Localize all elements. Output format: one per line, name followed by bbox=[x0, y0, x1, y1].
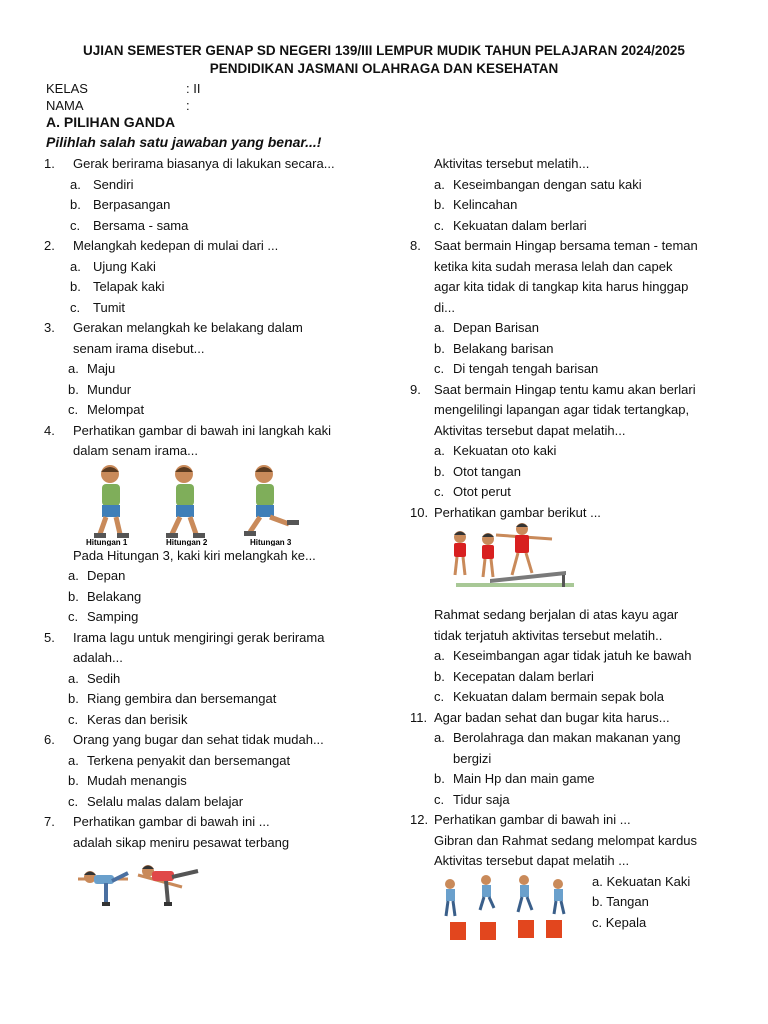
option-text: Depan bbox=[87, 568, 126, 583]
question-text-continued: Aktivitas tersebut melatih... bbox=[434, 156, 590, 171]
option-letter: a. bbox=[68, 752, 79, 768]
option-letter: c. bbox=[434, 361, 445, 376]
option-letter: a. bbox=[68, 670, 79, 686]
option[interactable] bbox=[410, 318, 745, 339]
option[interactable] bbox=[410, 790, 745, 811]
option[interactable] bbox=[44, 175, 379, 196]
option-text: Kekuatan oto kaki bbox=[453, 443, 557, 458]
option[interactable] bbox=[410, 195, 745, 216]
option[interactable] bbox=[44, 566, 379, 587]
option-text: Telapak kaki bbox=[93, 279, 165, 294]
option-text: Mundur bbox=[87, 381, 132, 397]
question-number: 9. bbox=[410, 381, 421, 397]
option-text: Mudah menangis bbox=[87, 773, 187, 788]
question-number: 4. bbox=[44, 422, 55, 438]
question-text: Saat bermain Hingap bersama teman - teman bbox=[434, 238, 698, 253]
question-number: 6. bbox=[44, 732, 55, 747]
option[interactable] bbox=[44, 792, 379, 813]
child-figure bbox=[138, 865, 198, 906]
option-letter: a. bbox=[434, 176, 445, 192]
question-number: 7. bbox=[44, 814, 55, 829]
nama-value: : bbox=[186, 98, 190, 113]
question-text: Perhatikan gambar di bawah ini ... bbox=[434, 812, 631, 827]
question-number: 1. bbox=[44, 156, 55, 171]
question-12 bbox=[410, 810, 745, 944]
option[interactable] bbox=[410, 687, 745, 708]
option-text: Keseimbangan agar tidak jatuh ke bawah bbox=[453, 648, 692, 663]
question-7 bbox=[44, 812, 379, 923]
section-instruction: Pilihlah salah satu jawaban yang benar...! bbox=[46, 134, 322, 150]
option-text: Otot perut bbox=[453, 484, 511, 499]
option-text: Kelincahan bbox=[453, 197, 518, 212]
option[interactable] bbox=[410, 216, 745, 237]
balance-pose-illustration bbox=[76, 853, 206, 919]
question-number: 12. bbox=[410, 812, 429, 827]
option-text: Kekuatan dalam bermain sepak bola bbox=[453, 689, 665, 704]
question-text-continued: ketika kita sudah merasa lelah dan capek bbox=[434, 258, 673, 274]
option-letter: a. bbox=[434, 443, 445, 458]
option-text: Berolahraga dan makan makanan yang bbox=[453, 730, 681, 745]
option-text: Kecepatan dalam berlari bbox=[453, 668, 594, 684]
question-text-continued: senam irama disebut... bbox=[73, 340, 205, 356]
exam-header bbox=[0, 42, 768, 78]
option-letter: a. bbox=[70, 258, 81, 274]
question-text: Irama lagu untuk mengiringi gerak berirama bbox=[73, 629, 325, 645]
option[interactable] bbox=[44, 195, 379, 216]
kelas-value: : II bbox=[186, 81, 201, 96]
question-number: 3. bbox=[44, 320, 55, 335]
balance-beam-illustration bbox=[446, 523, 576, 603]
right-column bbox=[410, 154, 745, 944]
question-number: 10. bbox=[410, 504, 429, 520]
option-text: Keras dan berisik bbox=[87, 711, 188, 727]
question-text-continued: agar kita tidak di tangkap kita harus hinggap bbox=[434, 279, 689, 294]
option-letter: c. bbox=[68, 793, 79, 809]
question-text: Perhatikan gambar di bawah ini ... bbox=[73, 814, 270, 829]
child-jumping-figure bbox=[518, 875, 534, 938]
option[interactable] bbox=[410, 482, 745, 503]
option-text: Belakang barisan bbox=[453, 340, 554, 356]
count-label: Hitungan 3 bbox=[250, 537, 292, 546]
question-number: 2. bbox=[44, 238, 55, 253]
question-8 bbox=[410, 236, 745, 380]
option-text: Di tengah tengah barisan bbox=[453, 361, 599, 376]
option-letter: c. bbox=[70, 299, 81, 315]
option-letter: b. bbox=[434, 771, 445, 786]
option-letter: a. bbox=[434, 730, 445, 745]
question-text: Gerakan melangkah ke belakang dalam bbox=[73, 320, 303, 335]
boy-figure bbox=[166, 465, 205, 538]
count-label: Hitungan 1 bbox=[86, 537, 128, 546]
option-text: Tidur saja bbox=[453, 791, 510, 807]
option-text: Otot tangan bbox=[453, 463, 521, 479]
boy-figure bbox=[244, 465, 299, 536]
option[interactable] bbox=[410, 728, 745, 749]
option-text: Tumit bbox=[93, 299, 126, 315]
option[interactable] bbox=[410, 667, 745, 688]
header-title: UJIAN SEMESTER GENAP SD NEGERI 139/III LEMPUR MUDIK TAHUN PELAJARAN 2024/2025 bbox=[83, 43, 685, 58]
option-letter: c. bbox=[434, 689, 445, 704]
option[interactable] bbox=[410, 441, 745, 462]
box-jump-figure bbox=[410, 872, 745, 944]
question-10 bbox=[410, 503, 745, 708]
question-text: Orang yang bugar dan sehat tidak mudah... bbox=[73, 732, 324, 747]
question-text-continued: Pada Hitungan 3, kaki kiri melangkah ke... bbox=[73, 547, 316, 563]
option[interactable] bbox=[44, 298, 379, 319]
option-text: Kekuatan dalam berlari bbox=[453, 217, 587, 233]
option-letter: b. bbox=[434, 463, 445, 479]
question-7-continued bbox=[410, 154, 745, 236]
option[interactable] bbox=[44, 380, 379, 401]
question-text-continued: mengelilingi lapangan agar tidak tertangkap, bbox=[434, 402, 690, 417]
option-letter: b. bbox=[68, 773, 79, 788]
child-jumping-figure bbox=[445, 879, 466, 940]
step-counting-figure bbox=[74, 462, 379, 546]
option-text: Berpasangan bbox=[93, 197, 171, 212]
option-letter: a. bbox=[70, 176, 81, 192]
student-info bbox=[46, 80, 200, 114]
nama-label: NAMA bbox=[46, 98, 84, 113]
section-title: A. PILIHAN GANDA bbox=[46, 114, 176, 130]
option[interactable]: c. Kepala bbox=[592, 914, 647, 930]
question-1 bbox=[44, 154, 379, 236]
option-letter: b. bbox=[434, 197, 445, 212]
option[interactable] bbox=[410, 769, 745, 790]
question-text-continued: di... bbox=[434, 299, 455, 315]
option[interactable] bbox=[44, 216, 379, 237]
question-text-continued: tidak terjatuh aktivitas tersebut melatih.. bbox=[434, 627, 663, 643]
option[interactable] bbox=[44, 400, 379, 421]
option[interactable]: b. Tangan bbox=[592, 894, 649, 909]
child-figure bbox=[454, 531, 466, 575]
option-letter: b. bbox=[70, 279, 81, 294]
option-letter: b. bbox=[68, 691, 79, 706]
child-jumping-figure bbox=[546, 879, 564, 938]
option[interactable] bbox=[410, 339, 745, 360]
question-text-continued: dalam senam irama... bbox=[73, 443, 198, 458]
option-text: Depan Barisan bbox=[453, 320, 539, 335]
option[interactable] bbox=[44, 751, 379, 772]
question-5 bbox=[44, 628, 379, 731]
option-letter: a. bbox=[68, 361, 79, 376]
option-text: Sendiri bbox=[93, 176, 134, 192]
question-text: Melangkah kedepan di mulai dari ... bbox=[73, 238, 279, 253]
kelas-label: KELAS bbox=[46, 81, 88, 96]
question-number: 11. bbox=[410, 709, 428, 725]
option-letter: c. bbox=[434, 484, 445, 499]
question-4 bbox=[44, 421, 379, 628]
question-text-continued: Aktivitas tersebut dapat melatih ... bbox=[434, 853, 630, 868]
option-letter: c. bbox=[70, 217, 81, 233]
option-letter: b. bbox=[68, 588, 79, 604]
child-figure bbox=[496, 523, 552, 575]
balance-beam-figure bbox=[446, 523, 745, 605]
question-text: Agar badan sehat dan bugar kita harus... bbox=[434, 709, 670, 725]
question-3 bbox=[44, 318, 379, 421]
option[interactable] bbox=[44, 359, 379, 380]
option[interactable] bbox=[410, 646, 745, 667]
question-text-continued: Aktivitas tersebut dapat melatih... bbox=[434, 422, 626, 438]
question-9 bbox=[410, 380, 745, 503]
option-letter: b. bbox=[434, 668, 445, 684]
option-letter: a. bbox=[434, 320, 445, 335]
option-text: Keseimbangan dengan satu kaki bbox=[453, 176, 642, 192]
question-11 bbox=[410, 708, 745, 811]
question-text: Perhatikan gambar di bawah ini langkah kaki bbox=[73, 422, 331, 438]
option-text: Riang gembira dan bersemangat bbox=[87, 691, 277, 706]
option-text: Main Hp dan main game bbox=[453, 771, 595, 786]
question-text: Gerak berirama biasanya di lakukan secara... bbox=[73, 156, 335, 171]
count-label: Hitungan 2 bbox=[166, 537, 208, 546]
option[interactable]: a. Kekuatan Kaki bbox=[592, 873, 691, 889]
option[interactable] bbox=[44, 771, 379, 792]
child-figure bbox=[78, 871, 128, 906]
option-text: Bersama - sama bbox=[93, 217, 189, 233]
header-subject: PENDIDIKAN JASMANI OLAHRAGA DAN KESEHATAN bbox=[209, 61, 559, 76]
question-6 bbox=[44, 730, 379, 812]
option-letter: c. bbox=[434, 217, 445, 233]
question-text: Saat bermain Hingap tentu kamu akan berlari bbox=[434, 381, 696, 397]
option-text: Terkena penyakit dan bersemangat bbox=[87, 752, 291, 768]
option-text: Maju bbox=[87, 361, 116, 376]
child-jumping-figure bbox=[480, 875, 496, 940]
option-text-continued: bergizi bbox=[453, 750, 492, 766]
option-letter: a. bbox=[68, 568, 79, 583]
option[interactable] bbox=[410, 359, 745, 380]
question-text-continued: Gibran dan Rahmat sedang melompat kardus bbox=[434, 832, 698, 848]
option-text: Ujung Kaki bbox=[93, 258, 156, 274]
option-letter: b. bbox=[434, 340, 445, 356]
airplane-pose-figure bbox=[76, 853, 379, 923]
option[interactable] bbox=[44, 669, 379, 690]
box-jump-illustration bbox=[436, 874, 596, 944]
option-text: Sedih bbox=[87, 670, 121, 686]
option[interactable] bbox=[44, 710, 379, 731]
option-letter: c. bbox=[434, 791, 445, 807]
option-letter: c. bbox=[68, 609, 79, 624]
child-figure bbox=[482, 533, 494, 577]
question-text-continued: adalah sikap meniru pesawat terbang bbox=[73, 834, 290, 850]
question-number: 8. bbox=[410, 238, 421, 253]
option[interactable] bbox=[44, 257, 379, 278]
option[interactable] bbox=[410, 462, 745, 483]
option-text: Belakang bbox=[87, 588, 142, 604]
option[interactable] bbox=[44, 587, 379, 608]
left-column bbox=[44, 154, 379, 923]
question-2 bbox=[44, 236, 379, 318]
option-text: Melompat bbox=[87, 402, 145, 417]
option-text: Selalu malas dalam belajar bbox=[87, 793, 244, 809]
option-text: Samping bbox=[87, 609, 139, 624]
question-text: Perhatikan gambar berikut ... bbox=[434, 504, 601, 520]
option-letter: c. bbox=[68, 711, 79, 727]
question-number: 5. bbox=[44, 629, 55, 645]
option[interactable] bbox=[44, 277, 379, 298]
option-letter: c. bbox=[68, 402, 79, 417]
option-letter: a. bbox=[434, 648, 445, 663]
option[interactable] bbox=[44, 689, 379, 710]
question-12-options bbox=[592, 872, 690, 934]
question-text-continued: adalah... bbox=[73, 650, 123, 665]
option[interactable] bbox=[44, 607, 379, 628]
question-text-continued: Rahmat sedang berjalan di atas kayu agar bbox=[434, 607, 679, 622]
option-letter: b. bbox=[70, 197, 81, 212]
option[interactable] bbox=[410, 175, 745, 196]
option-letter: b. bbox=[68, 381, 79, 397]
boy-figure bbox=[94, 465, 129, 538]
marching-boys-illustration bbox=[74, 462, 324, 546]
